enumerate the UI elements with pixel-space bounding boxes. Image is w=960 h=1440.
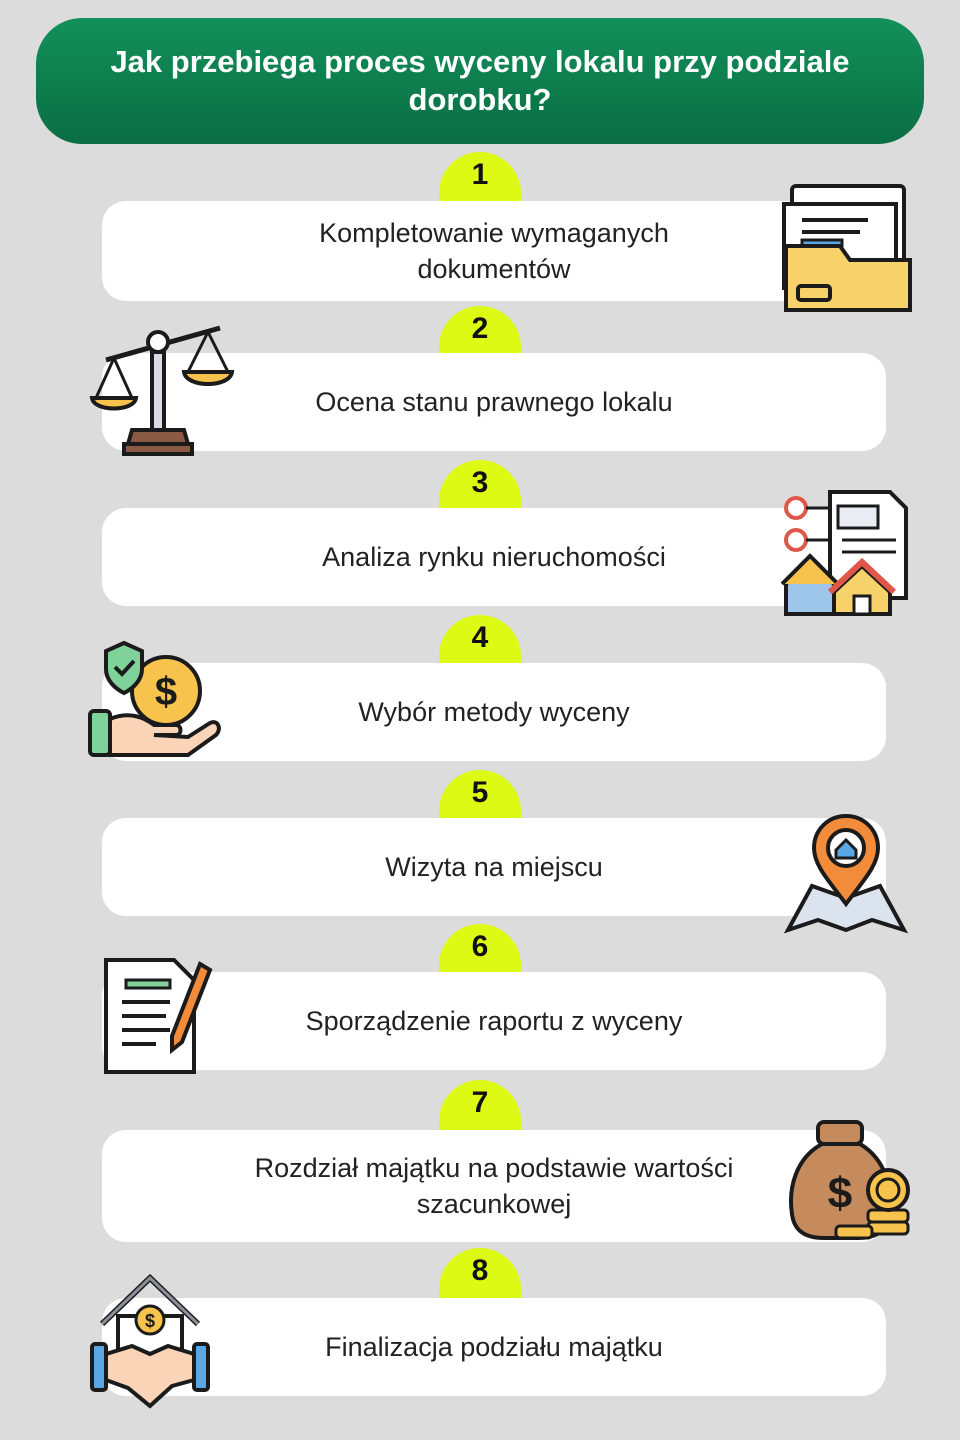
svg-text:$: $	[144, 1311, 156, 1331]
step-number-badge: 3	[439, 460, 521, 510]
document-pen-icon	[100, 954, 220, 1078]
step-text: Kompletowanie wymaganych dokumentów	[319, 218, 669, 284]
step-number-badge: 5	[439, 770, 521, 820]
svg-text:$: $	[827, 1169, 853, 1218]
hand-coin-shield-icon	[84, 639, 224, 763]
title-banner	[36, 18, 924, 144]
step-card	[102, 1130, 886, 1242]
step-text: Analiza rynku nieruchomości	[322, 542, 666, 572]
step-number-badge: 1	[439, 152, 521, 202]
handshake-house-icon	[88, 1272, 212, 1412]
market-analysis-houses-icon	[778, 488, 918, 618]
svg-text:$: $	[154, 670, 178, 714]
page-title: Jak przebiega proces wyceny lokalu przy podziale dorobku?	[110, 44, 850, 117]
step-text: Rozdział majątku na podstawie wartości szacunkowej	[254, 1153, 734, 1219]
step-text: Wybór metody wyceny	[358, 697, 630, 727]
step-number-badge: 4	[439, 615, 521, 665]
scales-of-justice-icon	[88, 314, 238, 459]
folder-documents-icon	[780, 182, 920, 317]
step-number-badge: 8	[439, 1248, 521, 1298]
money-bag-coins-icon	[784, 1118, 914, 1246]
step-text: Wizyta na miejscu	[385, 852, 603, 882]
step-card	[102, 1298, 886, 1396]
step-card	[102, 201, 886, 301]
step-card	[102, 818, 886, 916]
step-text: Finalizacja podziału majątku	[325, 1332, 663, 1362]
step-number-badge: 6	[439, 924, 521, 974]
step-text: Sporządzenie raportu z wyceny	[305, 1006, 683, 1036]
step-card	[102, 508, 886, 606]
step-number-badge: 2	[439, 306, 521, 356]
step-number-badge: 7	[439, 1080, 521, 1130]
map-location-pin-icon	[782, 808, 910, 936]
step-text: Ocena stanu prawnego lokalu	[315, 387, 673, 417]
